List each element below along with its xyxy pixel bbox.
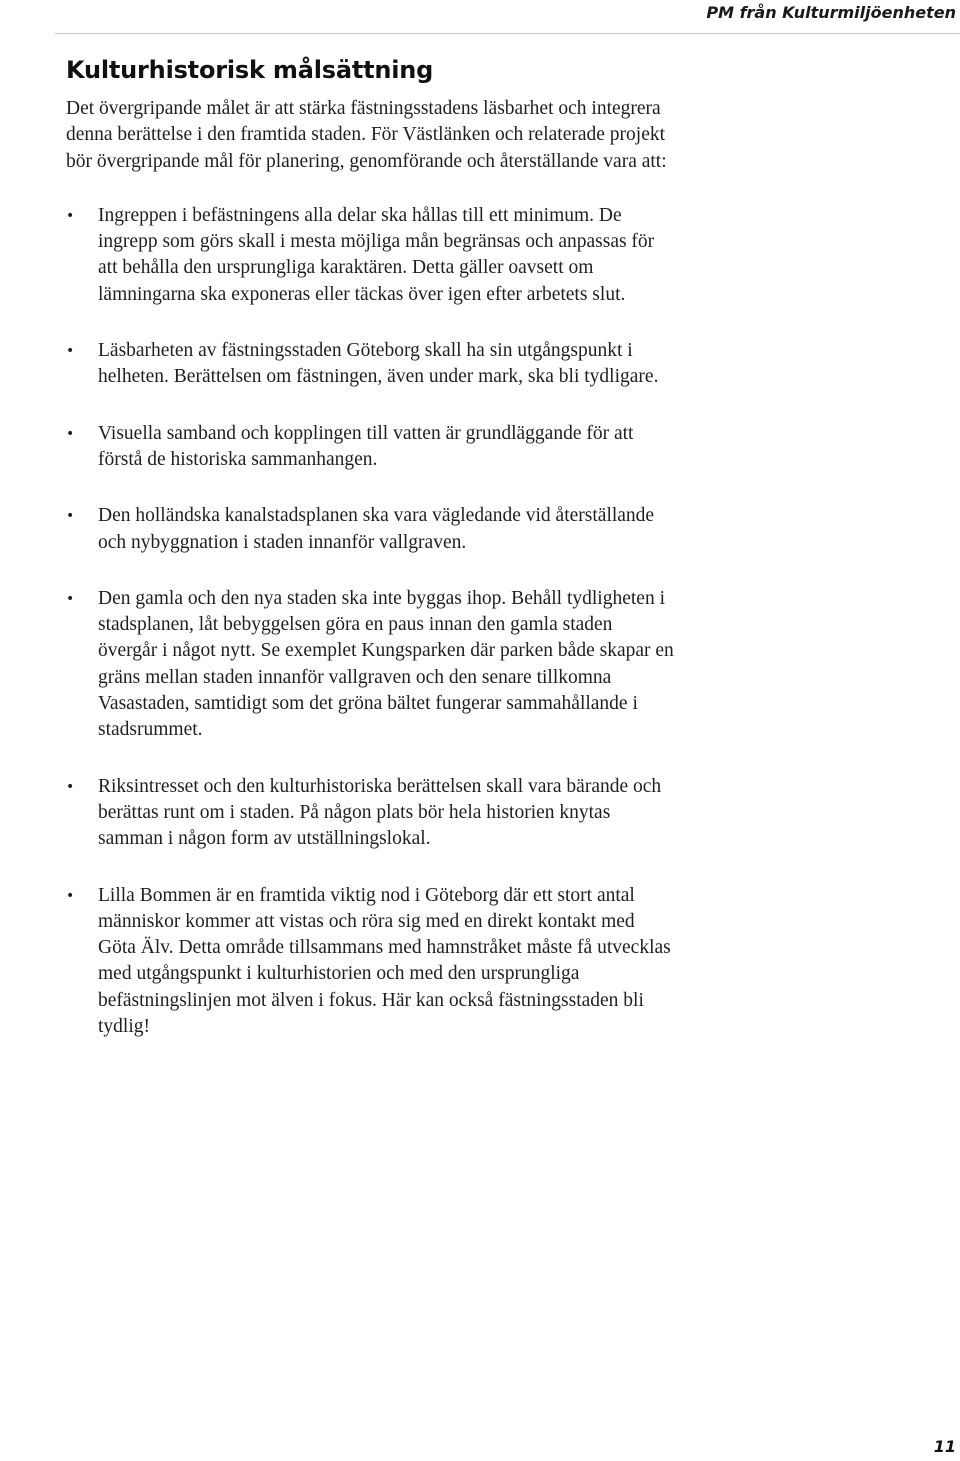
- page-title: Kulturhistorisk målsättning: [66, 56, 434, 84]
- list-item: [66, 421, 676, 474]
- list-item-text: Riksintresset och den kulturhistoriska berättelsen skall vara bärande och berättas runt om i staden. På någon plats bör hela historien knytas samman i någon form av utställningslokal.: [98, 775, 662, 850]
- goal-list: [66, 203, 676, 1040]
- list-item: [66, 338, 676, 391]
- list-item-text: Lilla Bommen är en framtida viktig nod i Göteborg där ett stort antal människor kommer att vistas och röra sig med en direkt kontakt med Göta Älv. Detta område tillsammans med hamnstråket måste få utvecklas med utgångspunkt i kulturhistorien och med den ursprungliga befästningslinjen mot älven i fokus. Här kan också fästningsstaden bli tydlig!: [98, 884, 671, 1038]
- list-item-text: Läsbarheten av fästningsstaden Göteborg skall ha sin utgångspunkt i helheten. Berättelsen om fästningen, även under mark, ska bli tydligare.: [98, 340, 659, 388]
- page-content: [66, 52, 676, 1070]
- list-item: [66, 586, 676, 744]
- list-item-text: Den holländska kanalstadsplanen ska vara vägledande vid återställande och nybyggnation i staden innanför vallgraven.: [98, 505, 655, 553]
- list-item-text: Den gamla och den nya staden ska inte byggas ihop. Behåll tydligheten i stadsplanen, låt bebyggelsen göra en paus innan den gamla staden övergår i något nytt. Se exemplet Kungsparken där parken både skapar en gräns mellan staden innanför vallgraven och den senare tillkomna Vasastaden, samtidigt som det gröna bältet fungerar sammahållande i stadsrummet.: [98, 587, 674, 741]
- bullet-icon: •: [66, 778, 75, 795]
- bullet-icon: •: [66, 207, 75, 224]
- list-item-text: Visuella samband och kopplingen till vatten är grundläggande för att förstå de historiska sammanhangen.: [98, 422, 634, 470]
- list-item: [66, 774, 676, 853]
- intro-paragraph: Det övergripande målet är att stärka fästningsstadens läsbarhet och integrera denna berättelse i den framtida staden. För Västlänken och relaterade projekt bör övergripande mål för planering, genomförande och återställande vara att:: [66, 98, 667, 172]
- bullet-icon: •: [66, 425, 75, 442]
- page-number: 11: [933, 1437, 956, 1456]
- bullet-icon: •: [66, 343, 75, 360]
- list-item: [66, 203, 676, 308]
- bullet-icon: •: [66, 590, 75, 607]
- list-item-text: Ingreppen i befästningens alla delar ska hållas till ett minimum. De ingrepp som görs skall i mesta möjliga mån begränsas och anpassas för att behålla den ursprungliga karaktären. Detta gäller oavsett om lämningarna ska exponeras eller täckas över igen efter arbetets slut.: [98, 204, 655, 305]
- list-item: [66, 883, 676, 1041]
- bullet-icon: •: [66, 508, 75, 525]
- list-item: [66, 503, 676, 556]
- running-header-title: PM från Kulturmiljöenheten: [706, 3, 956, 22]
- bullet-icon: •: [66, 887, 75, 904]
- header-divider: [55, 33, 960, 34]
